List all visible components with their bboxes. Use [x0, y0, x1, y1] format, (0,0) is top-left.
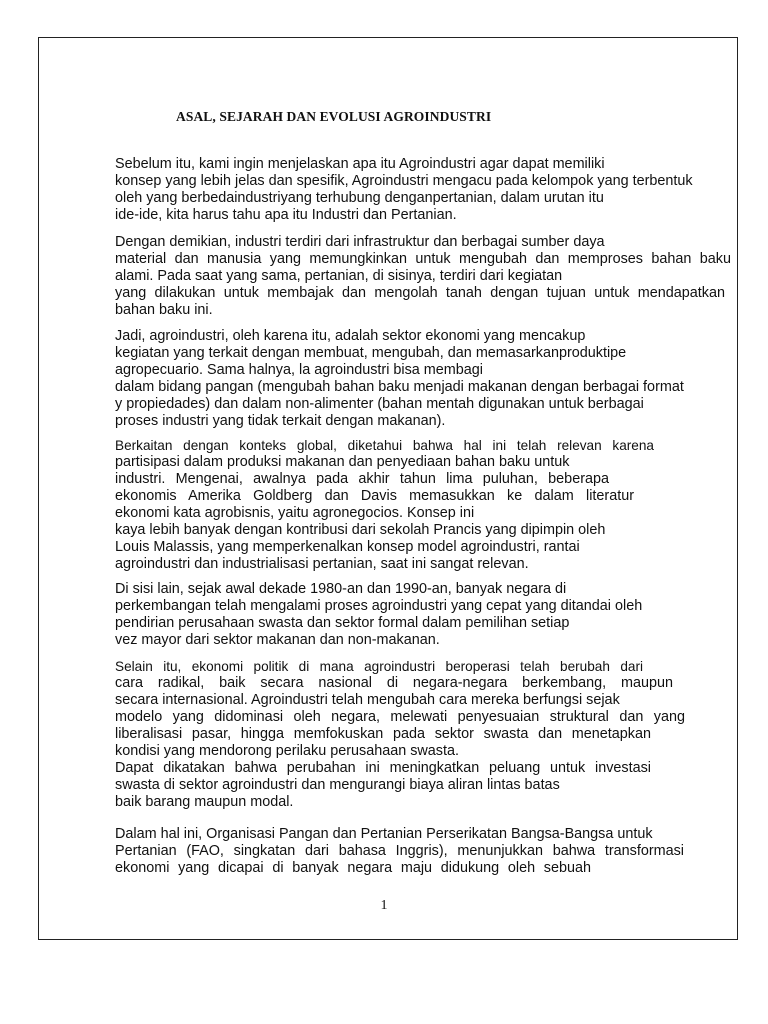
paragraph-6-line-9: baik barang maupun modal.	[115, 794, 294, 810]
paragraph-3-line-2: kegiatan yang terkait dengan membuat, mengubah, dan memasarkanproduktipe	[115, 345, 627, 361]
paragraph-7-line-1: Dalam hal ini, Organisasi Pangan dan Pertanian Perserikatan Bangsa-Bangsa untuk	[115, 826, 653, 842]
paragraph-2-line-1: Dengan demikian, industri terdiri dari infrastruktur dan berbagai sumber daya	[115, 234, 605, 250]
paragraph-4-line-8: agroindustri dan industrialisasi pertanian, saat ini sangat relevan.	[115, 556, 529, 572]
document-title: ASAL, SEJARAH DAN EVOLUSI AGROINDUSTRI	[176, 109, 492, 124]
paragraph-4-line-3: industri. Mengenai, awalnya pada akhir tahun lima puluhan, beberapa	[115, 471, 609, 487]
page-number: 1	[380, 898, 388, 913]
paragraph-6-line-3: secara internasional. Agroindustri telah mengubah cara mereka berfungsi sejak	[115, 692, 620, 708]
paragraph-3-line-3: agropecuario. Sama halnya, la agroindustri bisa membagi	[115, 362, 483, 378]
paragraph-4-line-1: Berkaitan dengan konteks global, diketahui bahwa hal ini telah relevan karena	[115, 438, 654, 453]
paragraph-1-line-2: konsep yang lebih jelas dan spesifik, Agroindustri mengacu pada kelompok yang terbentuk	[115, 173, 693, 189]
paragraph-6-line-4: modelo yang didominasi oleh negara, melewati penyesuaian struktural dan yang	[115, 709, 685, 725]
paragraph-6-line-7: Dapat dikatakan bahwa perubahan ini meningkatkan peluang untuk investasi	[115, 760, 651, 776]
paragraph-3-line-1: Jadi, agroindustri, oleh karena itu, adalah sektor ekonomi yang mencakup	[115, 328, 586, 344]
paragraph-6-line-6: kondisi yang mendorong perilaku perusahaan swasta.	[115, 743, 459, 759]
paragraph-3-line-6: proses industri yang tidak terkait dengan makanan).	[115, 413, 446, 429]
paragraph-5-line-3: pendirian perusahaan swasta dan sektor formal dalam pemilihan setiap	[115, 615, 570, 631]
paragraph-4-line-5: ekonomi kata agrobisnis, yaitu agronegocios. Konsep ini	[115, 505, 475, 521]
paragraph-6-line-8: swasta di sektor agroindustri dan mengurangi biaya aliran lintas batas	[115, 777, 560, 793]
paragraph-1-line-1: Sebelum itu, kami ingin menjelaskan apa itu Agroindustri agar dapat memiliki	[115, 156, 605, 172]
paragraph-5-line-4: vez mayor dari sektor makanan dan non-makanan.	[115, 632, 440, 648]
paragraph-1-line-3: oleh yang berbedaindustriyang terhubung denganpertanian, dalam urutan itu	[115, 190, 604, 206]
paragraph-4-line-7: Louis Malassis, yang memperkenalkan konsep model agroindustri, rantai	[115, 539, 580, 555]
paragraph-1-line-4: ide-ide, kita harus tahu apa itu Industri dan Pertanian.	[115, 207, 457, 223]
paragraph-6-line-1: Selain itu, ekonomi politik di mana agroindustri beroperasi telah berubah dari	[115, 659, 643, 674]
paragraph-6-line-2: cara radikal, baik secara nasional di negara-negara berkembang, maupun	[115, 675, 673, 691]
paragraph-3-line-5: y propiedades) dan dalam non-alimenter (bahan mentah digunakan untuk berbagai	[115, 396, 644, 412]
paragraph-4-line-6: kaya lebih banyak dengan kontribusi dari sekolah Prancis yang dipimpin oleh	[115, 522, 606, 538]
paragraph-4-line-2: partisipasi dalam produksi makanan dan penyediaan bahan baku untuk	[115, 454, 570, 470]
paragraph-3-line-4: dalam bidang pangan (mengubah bahan baku menjadi makanan dengan berbagai format	[115, 379, 684, 395]
paragraph-5-line-1: Di sisi lain, sejak awal dekade 1980-an dan 1990-an, banyak negara di	[115, 581, 567, 597]
paragraph-4-line-4: ekonomis Amerika Goldberg dan Davis memasukkan ke dalam literatur	[115, 488, 634, 504]
paragraph-7-line-2: Pertanian (FAO, singkatan dari bahasa Inggris), menunjukkan bahwa transformasi	[115, 843, 684, 859]
paragraph-6-line-5: liberalisasi pasar, hingga memfokuskan pada sektor swasta dan menetapkan	[115, 726, 651, 742]
paragraph-2-line-5: bahan baku ini.	[115, 302, 213, 318]
paragraph-2-line-4: yang dilakukan untuk membajak dan mengolah tanah dengan tujuan untuk mendapatkan	[115, 285, 725, 301]
paragraph-7-line-3: ekonomi yang dicapai di banyak negara maju didukung oleh sebuah	[115, 860, 591, 876]
paragraph-5-line-2: perkembangan telah mengalami proses agroindustri yang cepat yang ditandai oleh	[115, 598, 643, 614]
paragraph-2-line-2: material dan manusia yang memungkinkan untuk mengubah dan memproses bahan baku	[115, 251, 731, 267]
paragraph-2-line-3: alami. Pada saat yang sama, pertanian, di sisinya, terdiri dari kegiatan	[115, 268, 563, 284]
